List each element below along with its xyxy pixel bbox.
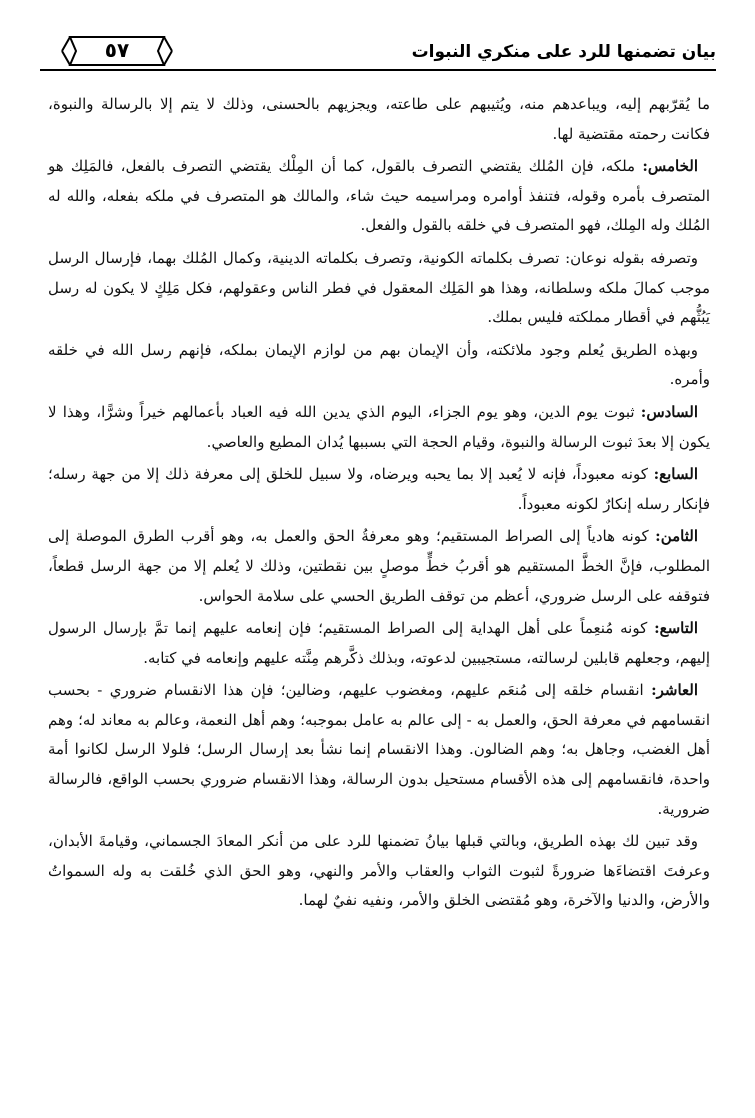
paragraph: التاسع: كونه مُنعِماً على أهل الهداية إلى الصراط المستقيم؛ فإن إنعامه عليهم إنما تمَّ بإرسال الرسول إليهم، وجعلهم قابلين لرسالته، مستجيبين لدعوته، وبذلك ذكَّرهم مِنَّته عليهم وإنعامه في كتابه. — [48, 619, 710, 667]
page-number-badge — [60, 34, 174, 68]
paragraph: العاشر: انقسام خلقه إلى مُنعَم عليهم، ومغضوب عليهم، وضالين؛ فإن هذا الانقسام ضروري - بحسب انقسامهم في معرفة الحق، والعمل به - إلى عالم به عامل بموجبه؛ وهم أهل النعمة، وعالم به معاند له؛ وهم أهل الغضب، وجاهل به؛ وهم الضالون. وهذا الانقسام إنما نشأ بعد إرسال الرسل؛ فلولا الرسل لكانوا أمة واحدة، فانقسامهم إلى هذه الأقسام مستحيل بدون الرسالة، وهذا الانقسام ضروري بحسب الواقع، فالرسالة ضرورية. — [48, 681, 710, 818]
page-number: ٥٧ — [104, 38, 130, 62]
page-body — [48, 90, 710, 919]
paragraph: وبهذه الطريق يُعلم وجود ملائكته، وأن الإيمان بهم من لوازم الإيمان بملكه، فإنهم رسل الله في خلقه وأمره. — [48, 340, 710, 389]
paragraph: وقد تبين لك بهذه الطريق، وبالتي قبلها بيانُ تضمنها للرد على من أنكر المعادَ الجسماني، وقيامةَ الأبدان، وعرفتَ اقتضاءَها ضرورةً لثبوت الثواب والعقاب والأمر والنهي، وهو الحق الذي خُلقت به وله السمواتُ والأرض، والدنيا والآخرة، وهو مُقتضى الخلق والأمر، ونفيه نفيٌ لهما. — [48, 832, 710, 910]
paragraph: ما يُقرّبهم إليه، ويباعدهم منه، ويُثيبهم على طاعته، ويجزيهم بالحسنى، وذلك لا يتم إلا بالرسالة والنبوة، فكانت رحمته مقتضية لها. — [48, 95, 710, 143]
running-title: بيان تضمنها للرد على منكري النبوات — [411, 42, 716, 62]
paragraph: الخامس: ملكه، فإن المُلك يقتضي التصرف بالقول، كما أن المِلْك يقتضي التصرف بالفعل، فالمَلِك هو المتصرف بأمره وقوله، فتنفذ أوامره ومراسيمه حيث شاء، والمالك هو المتصرف في ملكه بفعله، والله له المُلك وله المِلك، فهو المتصرف في خلقه بالقول والفعل. — [48, 157, 710, 235]
paragraph: الثامن: كونه هادياً إلى الصراط المستقيم؛ وهو معرفةُ الحق والعمل به، وهو أقرب الطرق الموصلة إلى المطلوب، فإنَّ الخطَّ المستقيم هو أقربُ خطٍّ موصلٍ بين نقطتين، وذلك لا يُعلم إلا من جهة الرسل قطعاً، فتوقفه على الرسل ضروري، أعظم من توقف الطريق الحسي على سلامة الحواس. — [48, 527, 710, 605]
header-divider — [40, 69, 716, 71]
paragraph: وتصرفه بقوله نوعان: تصرف بكلماته الكونية، وتصرف بكلماته الدينية، وكمال المُلك بهما، فإرسال الرسل موجب كمالَ ملكه وسلطانه، وهذا هو المَلِك المعقول في فطر الناس وعقولهم، فكل مَلِكٍ لا يكون له رسل يَبُثُّهم في أقطار مملكته فليس بملك. — [48, 248, 710, 327]
paragraph: السابع: كونه معبوداً، فإنه لا يُعبد إلا بما يحبه ويرضاه، ولا سبيل للخلق إلى معرفة ذلك إلا من جهة رسله؛ فإنكار رسله إنكارٌ لكونه معبوداً. — [48, 465, 710, 513]
paragraph: السادس: ثبوت يوم الدين، وهو يوم الجزاء، اليوم الذي يدين الله فيه العباد بأعمالهم خيراً وشرًّا، وهذا لا يكون إلا بعدَ ثبوت الرسالة والنبوة، وقيام الحجة التي بسببها يُدان المطيع والعاصي. — [48, 402, 710, 451]
